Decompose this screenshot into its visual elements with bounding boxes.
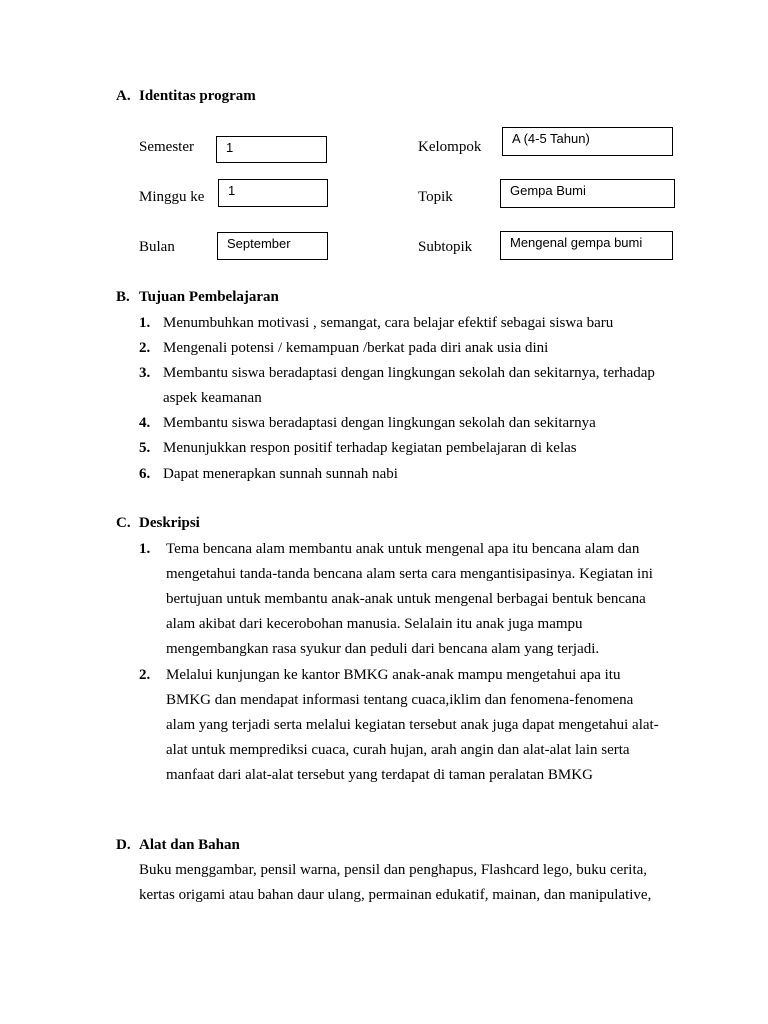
minggu-label: Minggu ke — [139, 189, 205, 205]
section-c-title: Deskripsi — [139, 515, 200, 531]
bulan-field[interactable]: September — [217, 232, 328, 260]
alat-bahan-line: kertas origami atau bahan daur ulang, permainan edukatif, mainan, dan manipulative, — [139, 887, 652, 903]
tujuan-line: Menumbuhkan motivasi , semangat, cara belajar efektif sebagai siswa baru — [163, 315, 614, 331]
kelompok-label: Kelompok — [418, 139, 482, 155]
tujuan-number: 5. — [139, 440, 151, 456]
section-b-title: Tujuan Pembelajaran — [139, 289, 279, 305]
section-c-letter: C. — [116, 515, 131, 531]
tujuan-line: aspek keamanan — [163, 390, 262, 406]
deskripsi-number: 1. — [139, 541, 151, 557]
tujuan-number: 3. — [139, 365, 151, 381]
tujuan-line: Dapat menerapkan sunnah sunnah nabi — [163, 466, 398, 482]
semester-field[interactable]: 1 — [216, 136, 327, 163]
deskripsi-line: BMKG dan mendapat informasi tentang cuaca,iklim dan fenomena-fenomena — [166, 692, 634, 708]
minggu-field[interactable]: 1 — [218, 179, 328, 207]
tujuan-number: 1. — [139, 315, 151, 331]
section-b-letter: B. — [116, 289, 130, 305]
deskripsi-line: alat untuk memprediksi cuaca, curah hujan, arah angin dan alat-alat lain serta — [166, 742, 630, 758]
deskripsi-number: 2. — [139, 667, 151, 683]
deskripsi-line: mengembangkan rasa syukur dan peduli dari bencana alam yang terjadi. — [166, 641, 600, 657]
deskripsi-line: bertujuan untuk membantu anak-anak untuk mengenal berbagai bentuk bencana — [166, 591, 646, 607]
section-d-title: Alat dan Bahan — [139, 837, 240, 853]
section-a-title: Identitas program — [139, 88, 256, 104]
tujuan-number: 6. — [139, 466, 151, 482]
tujuan-number: 2. — [139, 340, 151, 356]
topik-label: Topik — [418, 189, 453, 205]
bulan-label: Bulan — [139, 239, 175, 255]
subtopik-label: Subtopik — [418, 239, 473, 255]
tujuan-line: Membantu siswa beradaptasi dengan lingkungan sekolah dan sekitarnya, terhadap — [163, 365, 655, 381]
tujuan-line: Mengenali potensi / kemampuan /berkat pada diri anak usia dini — [163, 340, 549, 356]
tujuan-line: Membantu siswa beradaptasi dengan lingkungan sekolah dan sekitarnya — [163, 415, 596, 431]
semester-label: Semester — [139, 139, 194, 155]
tujuan-line: Menunjukkan respon positif terhadap kegiatan pembelajaran di kelas — [163, 440, 577, 456]
topik-field[interactable]: Gempa Bumi — [500, 179, 675, 208]
deskripsi-line: Tema bencana alam membantu anak untuk mengenal apa itu bencana alam dan — [166, 541, 640, 557]
alat-bahan-line: Buku menggambar, pensil warna, pensil dan penghapus, Flashcard lego, buku cerita, — [139, 862, 648, 878]
deskripsi-line: alam yang terjadi serta melalui kegiatan tersebut anak juga dapat mengetahui alat- — [166, 717, 659, 733]
subtopik-field[interactable]: Mengenal gempa bumi — [500, 231, 673, 260]
deskripsi-line: manfaat dari alat-alat tersebut yang terdapat di taman peralatan BMKG — [166, 767, 593, 783]
kelompok-field[interactable]: A (4-5 Tahun) — [502, 127, 673, 156]
tujuan-number: 4. — [139, 415, 151, 431]
section-a-letter: A. — [116, 88, 131, 104]
deskripsi-line: Melalui kunjungan ke kantor BMKG anak-anak mampu mengetahui apa itu — [166, 667, 621, 683]
deskripsi-line: mengetahui tanda-tanda bencana alam serta cara mengantisipasinya. Kegiatan ini — [166, 566, 653, 582]
section-d-letter: D. — [116, 837, 131, 853]
deskripsi-line: alam akibat dari kecerobohan manusia. Selalain itu anak juga mampu — [166, 616, 583, 632]
